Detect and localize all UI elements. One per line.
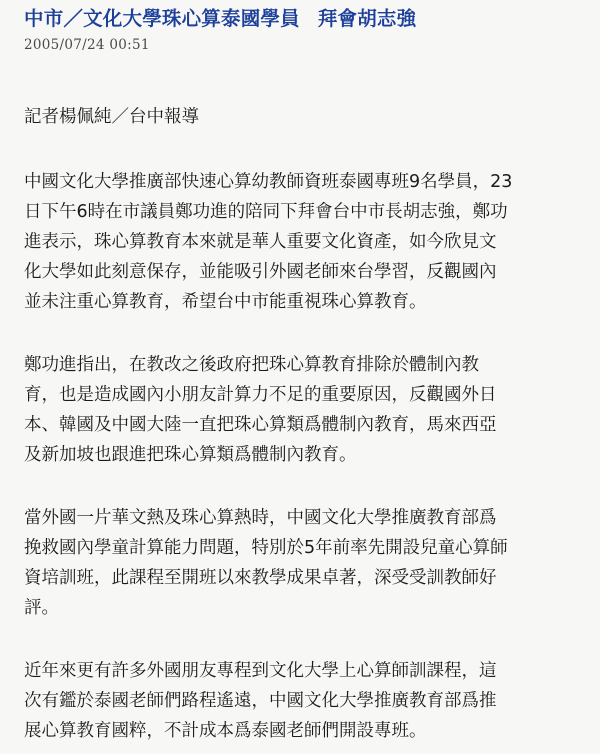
text-line: 近年來更有許多外國朋友專程到文化大學上心算師訓課程，這 <box>24 661 497 681</box>
text-line: 展心算教育國粹，不計成本爲泰國老師們開設專班。 <box>24 721 427 741</box>
text-line: 鄭功進指出，在教改之後政府把珠心算教育排除於體制內教 <box>24 355 479 375</box>
text-line: 化大學如此刻意保存，並能吸引外國老師來台學習，反觀國內 <box>24 262 497 282</box>
text-line: 及新加坡也跟進把珠心算類爲體制內教育。 <box>24 445 357 465</box>
text-line: 資培訓班，此課程至開班以來教學成果卓著，深受受訓教師好 <box>24 568 497 588</box>
text-line: 當外國一片華文熱及珠心算熱時，中國文化大學推廣教育部爲 <box>24 508 497 528</box>
publish-timestamp: 2005/07/24 00:51 <box>24 37 150 53</box>
paragraph-4 <box>24 656 582 746</box>
article-headline <box>24 6 582 32</box>
headline-main: 中市／文化大學珠心算泰國學員 <box>24 7 300 30</box>
text-line: 挽救國內學童計算能力問題，特別於5年前率先開設兒童心算師 <box>24 538 508 558</box>
paragraph-2 <box>24 350 582 470</box>
headline-sub: 拜會胡志強 <box>317 7 417 30</box>
text-line: 並未注重心算教育，希望台中市能重視珠心算教育。 <box>24 292 427 312</box>
text-line: 評。 <box>24 598 59 618</box>
text-line: 次有鑑於泰國老師們路程遙遠，中國文化大學推廣教育部爲推 <box>24 691 497 711</box>
reporter-byline: 記者楊佩純／台中報導 <box>24 107 199 127</box>
text-line: 本、韓國及中國大陸一直把珠心算類爲體制內教育，馬來西亞 <box>24 415 497 435</box>
paragraph-1 <box>24 167 582 317</box>
text-line: 育，也是造成國內小朋友計算力不足的重要原因，反觀國外日 <box>24 385 497 405</box>
paragraph-3 <box>24 503 582 623</box>
text-line: 進表示，珠心算教育本來就是華人重要文化資產，如今欣見文 <box>24 232 497 252</box>
text-line: 中國文化大學推廣部快速心算幼教師資班泰國專班9名學員，23 <box>24 172 513 192</box>
text-line: 日下午6時在市議員鄭功進的陪同下拜會台中市長胡志強，鄭功 <box>24 202 508 222</box>
